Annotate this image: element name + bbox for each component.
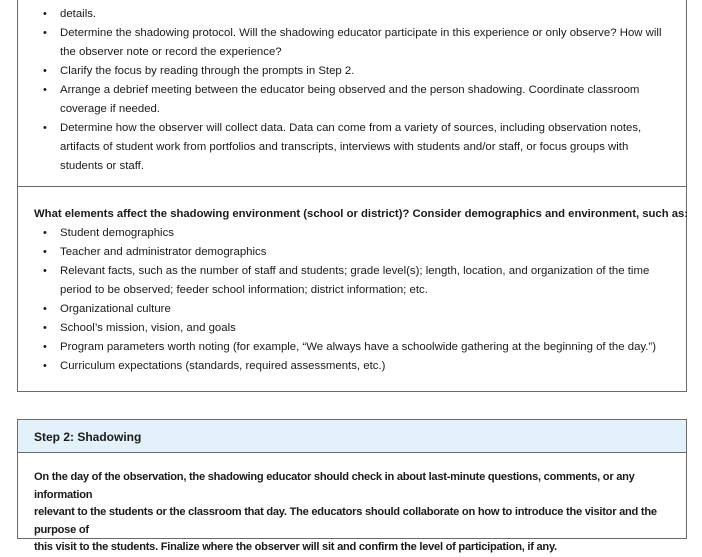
step2-header (18, 420, 686, 453)
bullet-text: Arrange a debrief meeting between the educator being observed and the person shadowing. Coordinate classroom coverage if needed. (60, 84, 640, 115)
step2-body-line: On the day of the observation, the shadowing educator should check in about last-minute questions, comments, or any information (34, 471, 635, 501)
list-item (18, 119, 678, 176)
list-item (18, 319, 678, 338)
bullet-dot: • (43, 84, 47, 96)
list-item (18, 300, 678, 319)
list-item (18, 24, 678, 62)
planning-bullet-list (18, 5, 678, 176)
bullet-dot: • (43, 303, 47, 315)
step2-box (17, 419, 687, 553)
step2-body-line: relevant to the students or the classroom that day. The educators should collaborate on how to introduce the visitor and the purpose of (34, 506, 657, 536)
environment-bullet-list (18, 224, 678, 376)
bullet-text: School’s mission, vision, and goals (60, 322, 236, 334)
step2-body (34, 469, 679, 557)
bullet-dot: • (43, 246, 47, 258)
bullet-dot: • (43, 8, 47, 20)
bullet-text: details. (60, 8, 97, 20)
bullet-dot: • (43, 65, 47, 77)
bullet-text: Program parameters worth noting (for example, “We always have a schoolwide gathering at the beginning of the day.”) (60, 341, 656, 353)
bullet-dot: • (43, 322, 47, 334)
list-item (18, 5, 678, 24)
step1-details-box (17, 0, 687, 392)
list-item (18, 338, 678, 357)
bullet-text: Determine the shadowing protocol. Will the shadowing educator participate in this experience or only observe? How will the observer note or record the experience? (60, 27, 662, 58)
list-item (18, 224, 678, 243)
bullet-dot: • (43, 265, 47, 277)
bullet-dot: • (43, 227, 47, 239)
list-item (18, 262, 678, 300)
bullet-dot: • (43, 341, 47, 353)
bullet-dot: • (43, 360, 47, 372)
step2-title: Step 2: Shadowing (34, 430, 142, 444)
bullet-text: Relevant facts, such as the number of staff and students; grade level(s); length, location, and organization of the time period to be observed; feeder school information; district information; etc. (60, 265, 650, 296)
bullet-dot: • (43, 122, 47, 134)
list-item (18, 81, 678, 119)
list-item (18, 357, 678, 376)
bullet-text: Organizational culture (60, 303, 171, 315)
list-item (18, 243, 678, 262)
list-item (18, 62, 678, 81)
bullet-text: Determine how the observer will collect data. Data can come from a variety of sources, including observation notes, artifacts of student work from portfolios and transcripts, interviews with students and/or staff, or focus groups with students or staff. (60, 122, 642, 172)
step2-body-line: this visit to the students. Finalize where the observer will sit and confirm the level of participation, if any. (34, 541, 557, 553)
bullet-text: Student demographics (60, 227, 174, 239)
environment-question: What elements affect the shadowing environment (school or district)? Consider demographics and environment, such as: (34, 208, 689, 220)
bullet-dot: • (43, 27, 47, 39)
bullet-text: Curriculum expectations (standards, required assessments, etc.) (60, 360, 386, 372)
bullet-text: Teacher and administrator demographics (60, 246, 267, 258)
bullet-text: Clarify the focus by reading through the prompts in Step 2. (60, 65, 355, 77)
section-divider (18, 186, 686, 187)
